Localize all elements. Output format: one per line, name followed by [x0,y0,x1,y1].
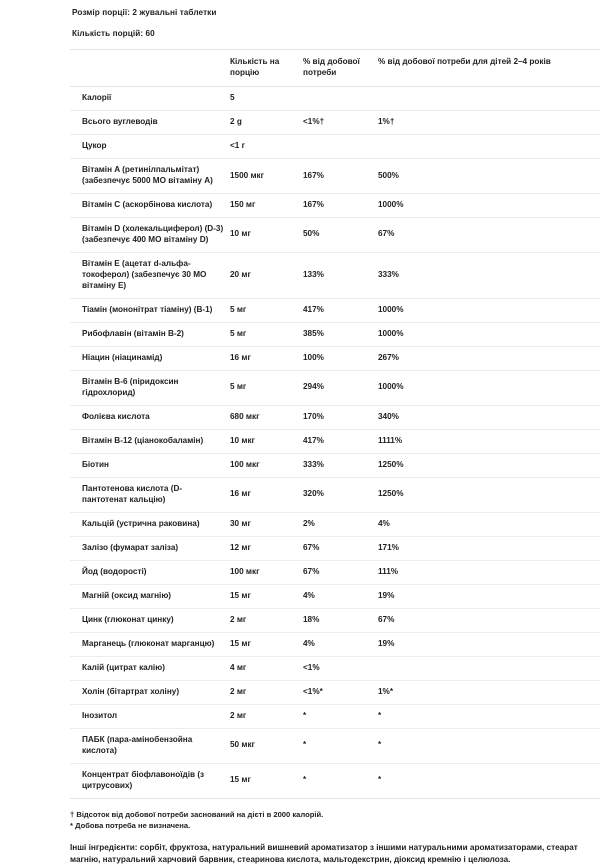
nutrient-daily-value-children: 1000% [378,193,600,217]
nutrient-amount: 10 мг [230,217,303,252]
nutrient-daily-value: 167% [303,159,378,194]
nutrient-name: Концентрат біофлавоноїдів (з цитрусових) [70,763,230,798]
nutrient-daily-value-children: 1000% [378,322,600,346]
nutrient-daily-value-children [378,87,600,111]
nutrient-daily-value: <1%† [303,111,378,135]
nutrient-daily-value: 67% [303,536,378,560]
table-header [70,50,600,87]
nutrient-name: Вітамін E (ацетат d-альфа-токоферол) (забезпечує 30 МО вітаміну E) [70,252,230,298]
table-header-row [70,50,600,87]
table-row [70,111,600,135]
nutrient-amount: 5 мг [230,298,303,322]
nutrient-amount: 5 [230,87,303,111]
column-header-daily-value: % від добової потреби [303,50,378,87]
nutrient-daily-value-children: 500% [378,159,600,194]
footnotes [70,799,600,832]
table-row [70,453,600,477]
nutrient-amount: 15 мг [230,763,303,798]
nutrient-daily-value: 133% [303,252,378,298]
nutrient-daily-value: 320% [303,477,378,512]
column-header-daily-value-children: % від добової потреби для дітей 2–4 років [378,50,600,87]
table-row [70,763,600,798]
nutrient-daily-value: 167% [303,193,378,217]
nutrient-daily-value-children: * [378,728,600,763]
nutrient-name: Вітамін C (аскорбінова кислота) [70,193,230,217]
nutrient-daily-value: 170% [303,405,378,429]
nutrient-name: ПАБК (пара-амінобензойна кислота) [70,728,230,763]
serving-size-label: Розмір порції: 2 жувальні таблетки [72,8,217,17]
table-row [70,536,600,560]
nutrient-daily-value: 50% [303,217,378,252]
table-row [70,656,600,680]
nutrient-amount: 30 мг [230,512,303,536]
nutrient-daily-value: 4% [303,584,378,608]
nutrient-name: Марганець (глюконат марганцю) [70,632,230,656]
nutrient-amount: 2 мг [230,608,303,632]
supplement-facts-table [70,49,600,798]
nutrient-amount: 12 мг [230,536,303,560]
nutrient-daily-value-children: 267% [378,346,600,370]
table-row [70,346,600,370]
nutrient-daily-value-children: 67% [378,217,600,252]
nutrient-daily-value: 4% [303,632,378,656]
nutrient-daily-value: 67% [303,560,378,584]
nutrient-name: Цукор [70,135,230,159]
nutrient-daily-value-children: * [378,763,600,798]
table-row [70,322,600,346]
table-row [70,632,600,656]
table-row [70,512,600,536]
nutrient-amount: 2 мг [230,680,303,704]
nutrient-daily-value-children: 1250% [378,477,600,512]
nutrient-daily-value [303,87,378,111]
table-row [70,252,600,298]
nutrient-daily-value-children: 19% [378,584,600,608]
servings-per-container-label: Кількість порцій: 60 [72,29,155,39]
nutrient-name: Калорії [70,87,230,111]
nutrient-daily-value-children: 1000% [378,298,600,322]
table-row [70,477,600,512]
nutrient-name: Йод (водорості) [70,560,230,584]
nutrient-amount: 4 мг [230,656,303,680]
nutrient-daily-value [303,135,378,159]
nutrient-amount: <1 г [230,135,303,159]
nutrient-name: Цинк (глюконат цинку) [70,608,230,632]
nutrient-daily-value-children: * [378,704,600,728]
nutrient-daily-value-children: 1250% [378,453,600,477]
nutrient-amount: 680 мкг [230,405,303,429]
nutrient-amount: 50 мкг [230,728,303,763]
table-row [70,405,600,429]
nutrient-name: Тіамін (мононітрат тіаміну) (B-1) [70,298,230,322]
nutrient-name: Біотин [70,453,230,477]
nutrient-name: Фолієва кислота [70,405,230,429]
table-row [70,298,600,322]
table-row [70,370,600,405]
nutrient-name: Залізо (фумарат заліза) [70,536,230,560]
nutrient-name: Рибофлавін (вітамін B-2) [70,322,230,346]
nutrient-daily-value-children: 171% [378,536,600,560]
nutrient-amount: 10 мкг [230,429,303,453]
nutrient-daily-value-children: 1%† [378,111,600,135]
nutrient-daily-value-children: 67% [378,608,600,632]
table-row [70,193,600,217]
footnote-daily-value-basis: † Відсоток від добової потреби заснований на дієті в 2000 калорій. [70,809,324,819]
table-row [70,608,600,632]
nutrient-daily-value-children [378,656,600,680]
nutrient-name: Холін (бітартрат холіну) [70,680,230,704]
column-header-amount-per-serving: Кількість на порцію [230,50,303,87]
nutrient-daily-value: * [303,704,378,728]
nutrient-daily-value: 18% [303,608,378,632]
table-row [70,704,600,728]
nutrient-amount: 5 мг [230,322,303,346]
nutrient-daily-value: 385% [303,322,378,346]
nutrient-name: Вітамін B-12 (ціанокобаламін) [70,429,230,453]
nutrient-daily-value: * [303,728,378,763]
table-row [70,728,600,763]
nutrient-amount: 20 мг [230,252,303,298]
table-row [70,584,600,608]
nutrient-daily-value-children [378,135,600,159]
nutrient-daily-value-children: 4% [378,512,600,536]
nutrient-amount: 15 мг [230,584,303,608]
nutrient-name: Вітамін B-6 (піридоксин гідрохлорид) [70,370,230,405]
nutrient-name: Вітамін D (холекальциферол) (D-3) (забезпечує 400 МО вітаміну D) [70,217,230,252]
nutrient-amount: 16 мг [230,477,303,512]
nutrient-daily-value: 294% [303,370,378,405]
column-header-nutrient [70,50,230,87]
nutrient-daily-value-children: 111% [378,560,600,584]
nutrient-name: Ніацин (ніацинамід) [70,346,230,370]
nutrient-daily-value-children: 1000% [378,370,600,405]
nutrient-amount: 5 мг [230,370,303,405]
nutrient-daily-value: <1%* [303,680,378,704]
table-row [70,135,600,159]
table-row [70,159,600,194]
nutrient-daily-value: 417% [303,298,378,322]
table-row [70,87,600,111]
nutrient-daily-value-children: 333% [378,252,600,298]
nutrient-amount: 100 мкг [230,453,303,477]
table-row [70,680,600,704]
nutrient-daily-value: 100% [303,346,378,370]
nutrient-name: Інозитол [70,704,230,728]
nutrient-amount: 16 мг [230,346,303,370]
table-body [70,87,600,798]
table-row [70,560,600,584]
nutrient-daily-value: 333% [303,453,378,477]
nutrient-daily-value: 417% [303,429,378,453]
nutrient-name: Всього вуглеводів [70,111,230,135]
other-ingredients-text: Інші інгредієнти: сорбіт, фруктоза, натуральний вишневий ароматизатор з іншими натуральними ароматизаторами, стеарат магнію, натуральний харчовий барвник, стеаринова кислота, мальтодекстрин, діоксид кремнію і целюлоза. [70,843,578,865]
nutrient-daily-value: 2% [303,512,378,536]
nutrient-amount: 2 мг [230,704,303,728]
nutrient-name: Вітамін A (ретинілпальмітат) (забезпечує 5000 МО вітаміну A) [70,159,230,194]
nutrient-name: Калій (цитрат калію) [70,656,230,680]
nutrient-name: Кальцій (устрична раковина) [70,512,230,536]
nutrient-daily-value: * [303,763,378,798]
nutrient-daily-value-children: 340% [378,405,600,429]
nutrient-name: Пантотенова кислота (D-пантотенат кальцію) [70,477,230,512]
nutrient-amount: 100 мкг [230,560,303,584]
table-row [70,217,600,252]
nutrient-amount: 2 g [230,111,303,135]
nutrient-daily-value-children: 1%* [378,680,600,704]
table-row [70,429,600,453]
nutrient-daily-value-children: 1111% [378,429,600,453]
footnote-daily-value-not-established: * Добова потреба не визначена. [70,820,191,830]
nutrient-amount: 1500 мкг [230,159,303,194]
nutrient-name: Магній (оксид магнію) [70,584,230,608]
nutrient-daily-value-children: 19% [378,632,600,656]
nutrient-daily-value: <1% [303,656,378,680]
nutrient-amount: 15 мг [230,632,303,656]
nutrient-amount: 150 мг [230,193,303,217]
